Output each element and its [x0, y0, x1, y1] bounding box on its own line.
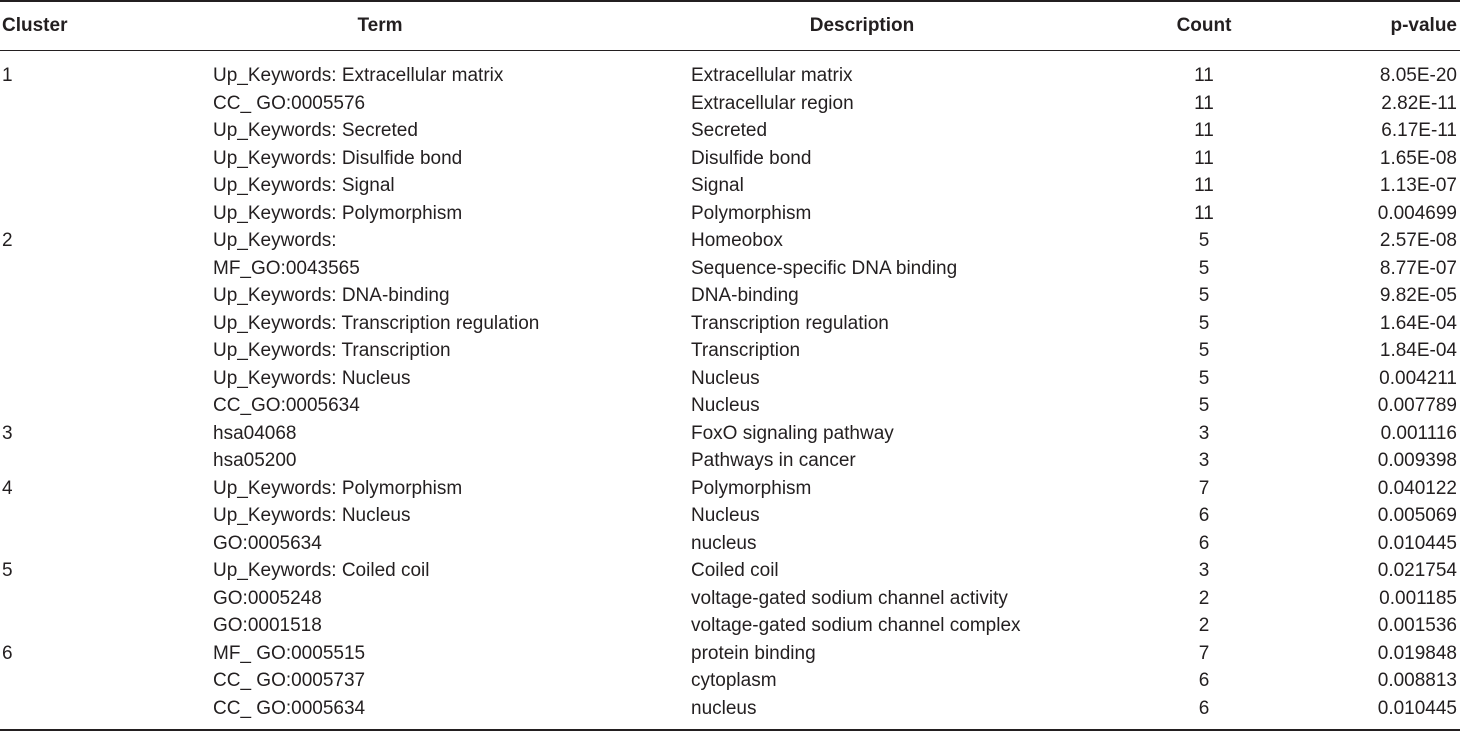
- table-row: CC_ GO:0005634 nucleus 6 0.010445: [0, 695, 1460, 723]
- cell-cluster: 2: [2, 230, 13, 251]
- cell-description: Polymorphism: [691, 202, 812, 224]
- cell-term: Up_Keywords: Secreted: [213, 120, 418, 141]
- cell-term: Up_Keywords: DNA-binding: [213, 285, 450, 306]
- table-row: Up_Keywords: Polymorphism Polymorphism 11 0.004699: [0, 200, 1460, 228]
- cell-pvalue: 2.82E-11: [1381, 92, 1457, 114]
- cell-pvalue: 6.17E-11: [1381, 120, 1457, 141]
- cell-pvalue: 2.57E-08: [1379, 230, 1457, 251]
- cell-description: Secreted: [691, 120, 768, 141]
- cell-cluster: 5: [2, 560, 13, 581]
- cell-description: Disulfide bond: [691, 147, 812, 169]
- cell-pvalue: 0.005069: [1377, 505, 1457, 526]
- cell-term: GO:0005634: [213, 532, 322, 554]
- header-pvalue: p-value: [1390, 15, 1457, 36]
- cell-pvalue: 1.64E-04: [1379, 312, 1457, 334]
- cell-term: GO:0001518: [213, 615, 322, 636]
- cell-term: hsa05200: [213, 450, 297, 471]
- cell-pvalue: 0.021754: [1377, 560, 1457, 581]
- table-row: CC_ GO:0005737 cytoplasm 6 0.008813: [0, 667, 1460, 695]
- cell-pvalue: 1.84E-04: [1379, 340, 1457, 361]
- cell-pvalue: 1.65E-08: [1379, 147, 1457, 169]
- cell-pvalue: 0.001185: [1379, 587, 1457, 609]
- cell-cluster: 6: [2, 642, 13, 664]
- cell-term: Up_Keywords: Extracellular matrix: [213, 65, 504, 86]
- cell-term: CC_ GO:0005634: [213, 697, 366, 719]
- cell-pvalue: 0.009398: [1377, 450, 1457, 471]
- cell-description: Nucleus: [691, 505, 760, 526]
- cell-description: Transcription regulation: [691, 312, 889, 334]
- cell-pvalue: 0.001536: [1377, 615, 1457, 636]
- table-row: 1 Up_Keywords: Extracellular matrix Extracellular matrix 11 8.05E-20: [0, 62, 1460, 90]
- cell-description: Polymorphism: [691, 477, 812, 499]
- table-row: Up_Keywords: Secreted Secreted 11 6.17E-11: [0, 117, 1460, 145]
- top-rule: [0, 0, 1460, 2]
- cell-description: Sequence-specific DNA binding: [691, 257, 958, 279]
- cell-term: Up_Keywords: Signal: [213, 175, 395, 196]
- cell-pvalue: 0.008813: [1377, 670, 1457, 691]
- enrichment-table: Cluster Term Description Count p-value 1 Up_Keywords: Extracellular matrix Extracellular matrix 11 8.05E-20 CC_ GO:0005576 Extracellular region 11 2.82E-11 Up_Keywords: Secreted Secreted 11 6.17E-11 Up_Keywords: Disulfide bond Disulfide bond 11 1.65E-08 Up_Keywords: Signal Signal 11 1.13E-07 Up_Keywords: Polymorphism Polymorphism 11 0.004699 2 Up_Keywords: Homeobox 5 2.57E-08 MF_GO:0043565 Sequence-specific DNA binding 5 8.77E-07 Up_Keywords: DNA-binding DNA-binding 5 9.82E-05 Up_Keywords: Transcription regulation Transcription regulation 5 1.64E-04 Up_Keywords: Transcription Transcription 5 1.84E-04 Up_Keywords: Nucleus Nucleus 5 0.004211 CC_GO:0005634 Nucleus 5 0.007789 3 hsa04068 FoxO signaling pathway 3 0.001116 hsa05200 Pathways in cancer 3 0.009398 4 Up_Keywords: Polymorphism Polymorphism 7 0.040122 Up_Keywords: Nucleus Nucleus 6 0.005069 GO:0005634 nucleus 6 0.010445 5 Up_Keywords: Coiled coil Coiled coil 3 0.021754 GO:0005248 voltage-gated sodium channel activity 2 0.001185 GO:0001518 voltage-gated sodium channel complex 2 0.001536 6 MF_ GO:0005515 protein binding 7 0.019848 CC_ GO:0005737 cytoplasm 6 0.008813 CC_ GO:0005634 nucleus 6 0.010445: [0, 0, 1460, 732]
- table-row: 3 hsa04068 FoxO signaling pathway 3 0.001116: [0, 420, 1460, 448]
- cell-description: nucleus: [691, 697, 757, 719]
- cell-description: Extracellular region: [691, 92, 854, 114]
- table-row: Up_Keywords: DNA-binding DNA-binding 5 9.82E-05: [0, 282, 1460, 310]
- cell-description: cytoplasm: [691, 670, 777, 691]
- cell-term: MF_ GO:0005515: [213, 642, 366, 664]
- cell-pvalue: 0.040122: [1377, 477, 1457, 499]
- cell-pvalue: 0.010445: [1377, 532, 1457, 554]
- cell-pvalue: 8.05E-20: [1379, 65, 1457, 86]
- cell-description: voltage-gated sodium channel activity: [691, 587, 1008, 609]
- table-row: CC_GO:0005634 Nucleus 5 0.007789: [0, 392, 1460, 420]
- table-row: CC_ GO:0005576 Extracellular region 11 2.82E-11: [0, 90, 1460, 118]
- header-rule: [0, 50, 1460, 51]
- cell-term: Up_Keywords: Coiled coil: [213, 560, 430, 581]
- cell-term: Up_Keywords: Polymorphism: [213, 202, 463, 224]
- cell-pvalue: 8.77E-07: [1379, 257, 1457, 279]
- cell-cluster: 1: [2, 65, 13, 86]
- cell-description: voltage-gated sodium channel complex: [691, 615, 1021, 636]
- header-cluster: Cluster: [2, 15, 68, 36]
- cell-term: Up_Keywords: Transcription regulation: [213, 312, 540, 334]
- table-row: Up_Keywords: Nucleus Nucleus 5 0.004211: [0, 365, 1460, 393]
- cell-description: protein binding: [691, 642, 816, 664]
- table-row: Up_Keywords: Disulfide bond Disulfide bond 11 1.65E-08: [0, 145, 1460, 173]
- cell-term: Up_Keywords: Transcription: [213, 340, 451, 361]
- table-row: Up_Keywords: Transcription Transcription 5 1.84E-04: [0, 337, 1460, 365]
- table-row: hsa05200 Pathways in cancer 3 0.009398: [0, 447, 1460, 475]
- cell-term: Up_Keywords:: [213, 230, 337, 251]
- table-body: [0, 62, 1460, 722]
- cell-term: Up_Keywords: Nucleus: [213, 367, 411, 389]
- table-row: Up_Keywords: Signal Signal 11 1.13E-07: [0, 172, 1460, 200]
- cell-pvalue: 0.010445: [1377, 697, 1457, 719]
- bottom-rule: [0, 729, 1460, 731]
- cell-description: Signal: [691, 175, 744, 196]
- cell-term: MF_GO:0043565: [213, 257, 360, 279]
- cell-pvalue: 1.13E-07: [1379, 175, 1457, 196]
- cell-cluster: 3: [2, 422, 13, 444]
- cell-term: GO:0005248: [213, 587, 322, 609]
- table-row: GO:0001518 voltage-gated sodium channel complex 2 0.001536: [0, 612, 1460, 640]
- table-row: GO:0005248 voltage-gated sodium channel activity 2 0.001185: [0, 585, 1460, 613]
- cell-term: CC_GO:0005634: [213, 395, 360, 416]
- cell-term: Up_Keywords: Polymorphism: [213, 477, 463, 499]
- cell-term: hsa04068: [213, 422, 297, 444]
- cell-description: Homeobox: [691, 230, 783, 251]
- cell-description: Nucleus: [691, 367, 760, 389]
- cell-description: DNA-binding: [691, 285, 799, 306]
- cell-term: CC_ GO:0005576: [213, 92, 366, 114]
- table-row: Up_Keywords: Nucleus Nucleus 6 0.005069: [0, 502, 1460, 530]
- cell-description: FoxO signaling pathway: [691, 422, 894, 444]
- cell-description: Extracellular matrix: [691, 65, 853, 86]
- table-row: GO:0005634 nucleus 6 0.010445: [0, 530, 1460, 558]
- table-row: 5 Up_Keywords: Coiled coil Coiled coil 3 0.021754: [0, 557, 1460, 585]
- cell-cluster: 4: [2, 477, 13, 499]
- cell-pvalue: 0.004211: [1379, 367, 1457, 389]
- cell-description: Coiled coil: [691, 560, 779, 581]
- cell-pvalue: 0.007789: [1377, 395, 1457, 416]
- cell-pvalue: 0.004699: [1377, 202, 1457, 224]
- cell-term: CC_ GO:0005737: [213, 670, 366, 691]
- table-row: 4 Up_Keywords: Polymorphism Polymorphism 7 0.040122: [0, 475, 1460, 503]
- cell-description: Nucleus: [691, 395, 760, 416]
- cell-description: Pathways in cancer: [691, 450, 856, 471]
- table-row: 6 MF_ GO:0005515 protein binding 7 0.019848: [0, 640, 1460, 668]
- cell-pvalue: 0.001116: [1380, 422, 1457, 444]
- table-row: MF_GO:0043565 Sequence-specific DNA binding 5 8.77E-07: [0, 255, 1460, 283]
- table-row: Up_Keywords: Transcription regulation Transcription regulation 5 1.64E-04: [0, 310, 1460, 338]
- cell-pvalue: 9.82E-05: [1379, 285, 1457, 306]
- cell-description: nucleus: [691, 532, 757, 554]
- cell-description: Transcription: [691, 340, 801, 361]
- cell-term: Up_Keywords: Disulfide bond: [213, 147, 463, 169]
- cell-pvalue: 0.019848: [1377, 642, 1457, 664]
- cell-term: Up_Keywords: Nucleus: [213, 505, 411, 526]
- table-row: 2 Up_Keywords: Homeobox 5 2.57E-08: [0, 227, 1460, 255]
